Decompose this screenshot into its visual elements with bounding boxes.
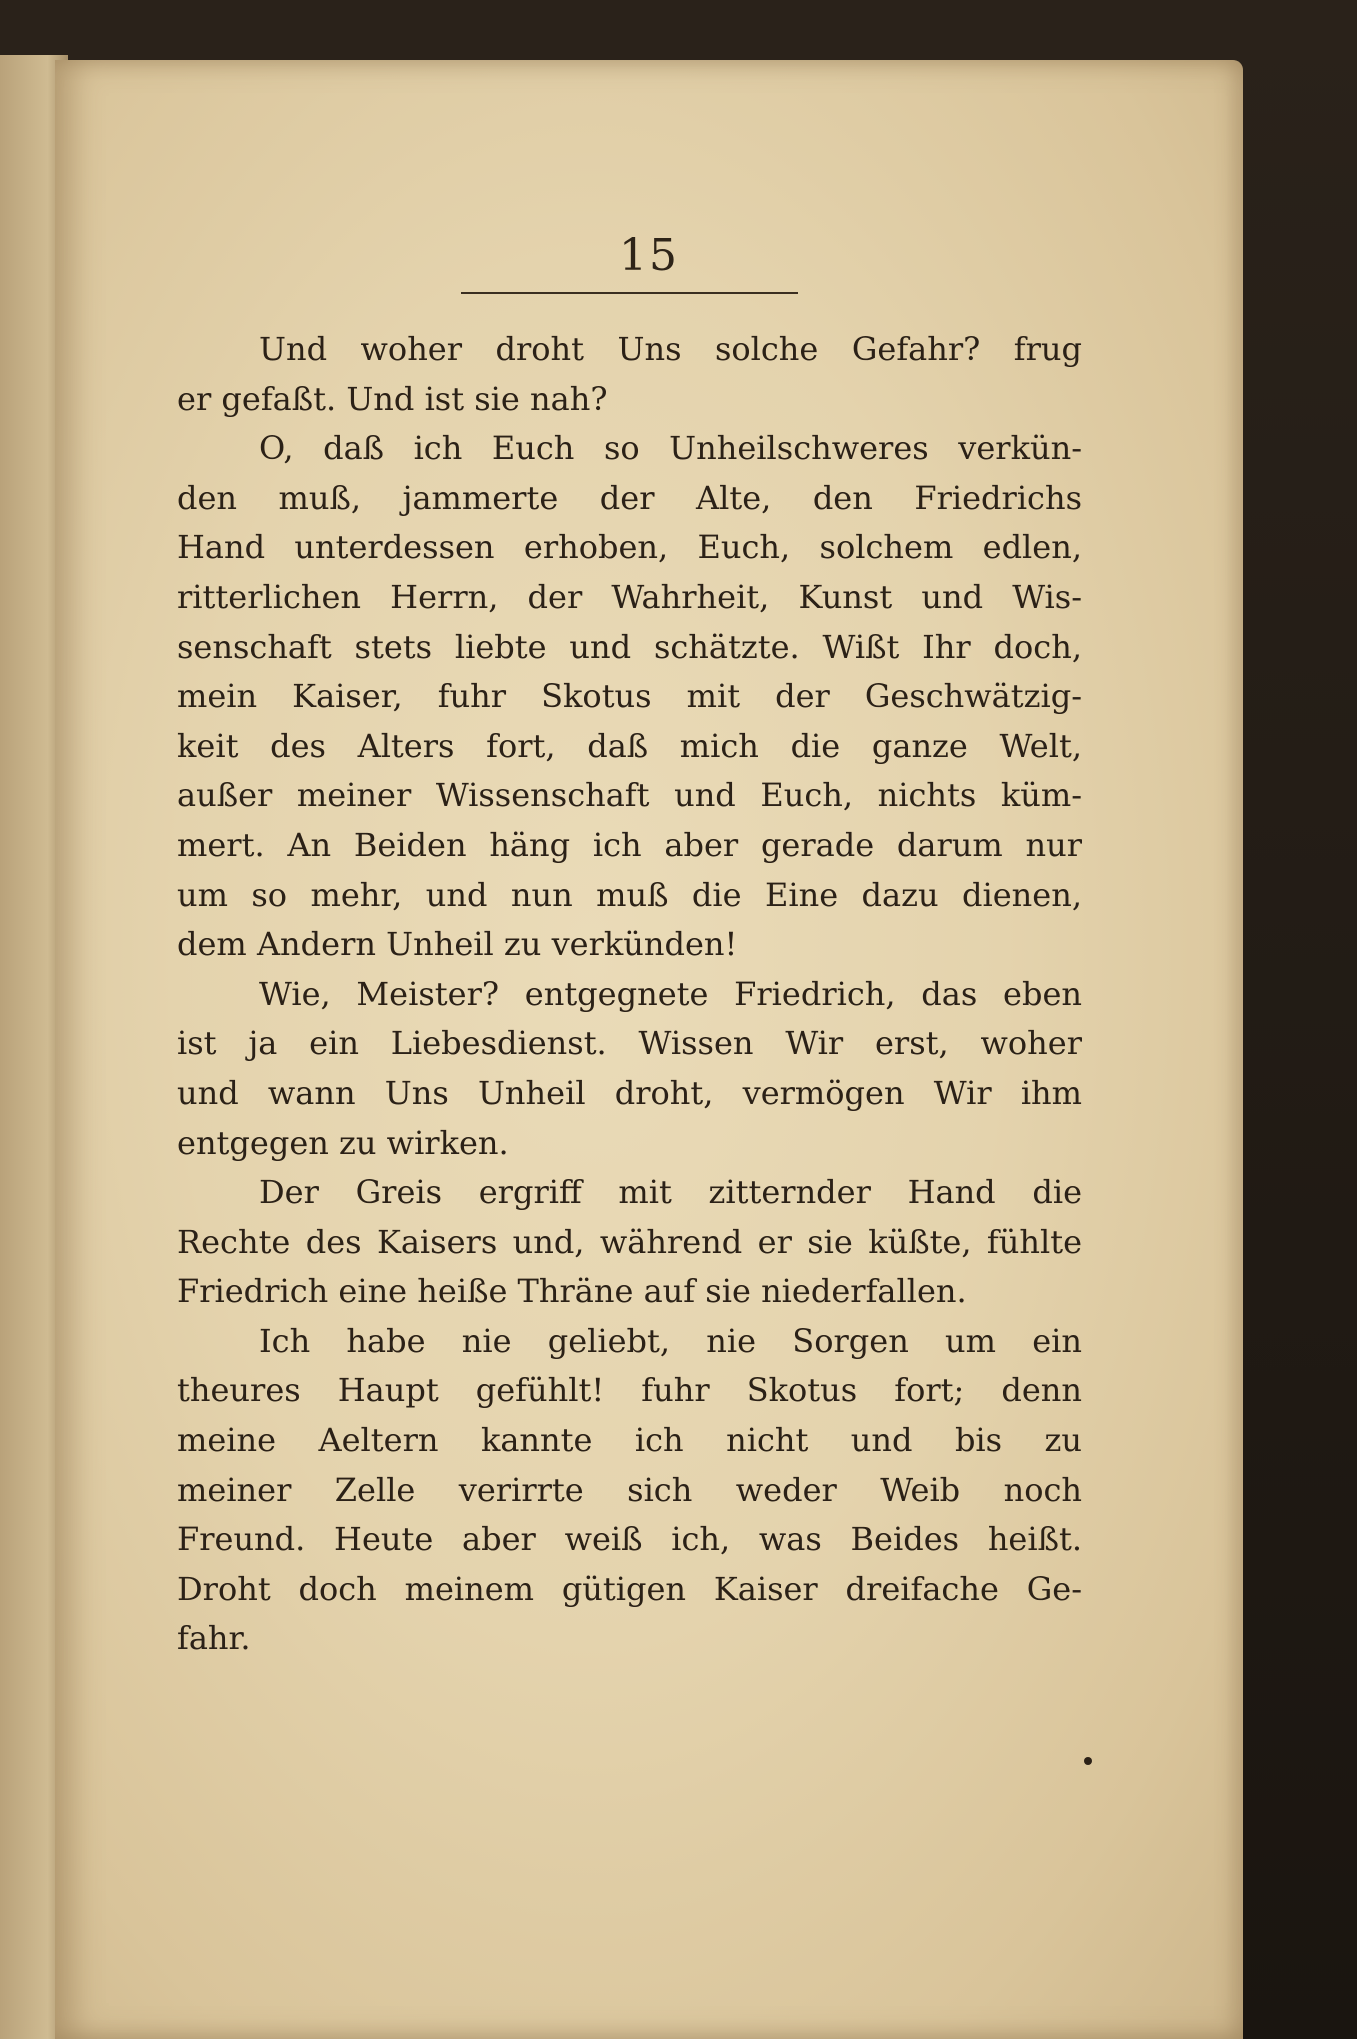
text-line: mert. An Beiden häng ich aber gerade darum nur — [177, 825, 1082, 864]
text-line: den muß, jammerte der Alte, den Friedrichs — [177, 478, 1082, 517]
text-line: ist ja ein Liebesdienst. Wissen Wir erst, woher — [177, 1024, 1082, 1063]
text-line: theures Haupt gefühlt! fuhr Skotus fort; denn — [177, 1371, 1082, 1410]
text-line: mein Kaiser, fuhr Skotus mit der Geschwätzig- — [177, 677, 1082, 716]
text-line: Wie, Meister? entgegnete Friedrich, das eben — [259, 974, 1082, 1013]
text-line: Droht doch meinem gütigen Kaiser dreifache Ge- — [177, 1569, 1082, 1608]
text-line: Freund. Heute aber weiß ich, was Beides heißt. — [177, 1520, 1082, 1559]
page-number: 15 — [619, 230, 679, 281]
text-line: um so mehr, und nun muß die Eine dazu dienen, — [177, 875, 1082, 914]
text-line: Rechte des Kaisers und, während er sie küßte, fühlte — [177, 1222, 1082, 1261]
text-line: ritterlichen Herrn, der Wahrheit, Kunst und Wis- — [177, 577, 1082, 616]
text-line: Friedrich eine heiße Thräne auf sie niederfallen. — [177, 1272, 967, 1311]
body-text — [177, 325, 1082, 1664]
text-line: er gefaßt. Und ist sie nah? — [177, 379, 608, 418]
text-line: meine Aeltern kannte ich nicht und bis zu — [177, 1421, 1082, 1460]
text-line: fahr. — [177, 1619, 251, 1658]
text-line: und wann Uns Unheil droht, vermögen Wir ihm — [177, 1073, 1082, 1112]
text-line: meiner Zelle verirrte sich weder Weib noch — [177, 1470, 1082, 1509]
text-line: Der Greis ergriff mit zitternder Hand die — [259, 1173, 1082, 1212]
text-line: dem Andern Unheil zu verkünden! — [177, 925, 738, 964]
header-rule — [461, 292, 798, 294]
text-line: Hand unterdessen erhoben, Euch, solchem edlen, — [177, 528, 1082, 567]
text-line: Ich habe nie geliebt, nie Sorgen um ein — [259, 1321, 1082, 1360]
text-line: Und woher droht Uns solche Gefahr? frug — [259, 330, 1082, 368]
margin-dot — [1084, 1757, 1092, 1765]
book-page — [55, 60, 1243, 2039]
text-line: entgegen zu wirken. — [177, 1123, 509, 1162]
text-line: O, daß ich Euch so Unheilschweres verkün- — [259, 429, 1082, 468]
text-line: senschaft stets liebte und schätzte. Wißt Ihr doch, — [177, 627, 1082, 666]
text-line: außer meiner Wissenschaft und Euch, nichts küm- — [177, 776, 1082, 815]
text-line: keit des Alters fort, daß mich die ganze Welt, — [177, 726, 1082, 765]
